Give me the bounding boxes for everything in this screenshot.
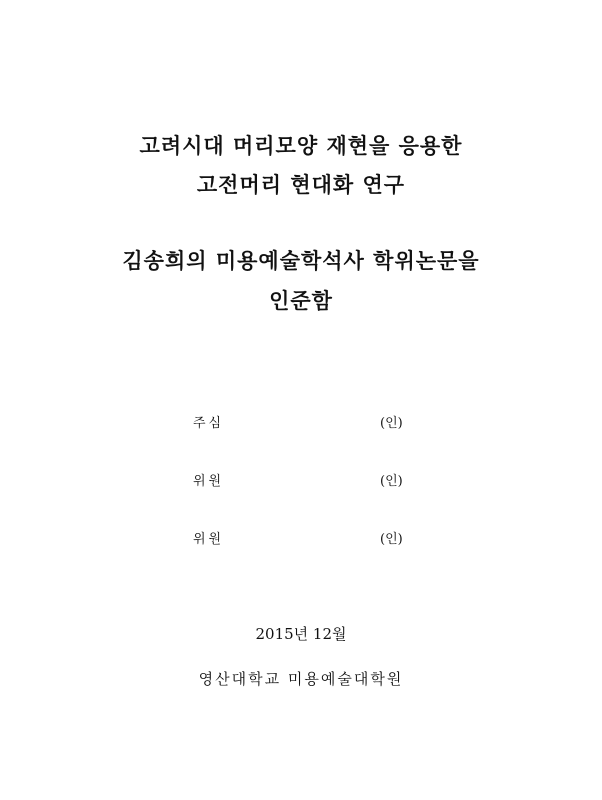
committee-role: 위원: [193, 474, 225, 489]
approval-statement-line-2: 인준함: [269, 288, 333, 313]
committee-member-row: [0, 470, 602, 490]
thesis-title-line-1: 고려시대 머리모양 재현을 응용한: [139, 133, 463, 158]
committee-member-row: [0, 528, 602, 548]
thesis-title-line-2: 고전머리 현대화 연구: [196, 172, 406, 197]
seal-mark: (인): [380, 416, 403, 431]
approval-statement-line-1: 김송희의 미용예술학석사 학위논문을: [122, 248, 480, 273]
institution-name: 영산대학교 미용예술대학원: [198, 670, 404, 688]
submission-date: 2015년 12월: [255, 625, 347, 643]
committee-chair-row: [0, 412, 602, 432]
committee-role: 주심: [193, 416, 225, 431]
committee-role: 위원: [193, 532, 225, 547]
seal-mark: (인): [380, 474, 403, 489]
seal-mark: (인): [380, 532, 403, 547]
